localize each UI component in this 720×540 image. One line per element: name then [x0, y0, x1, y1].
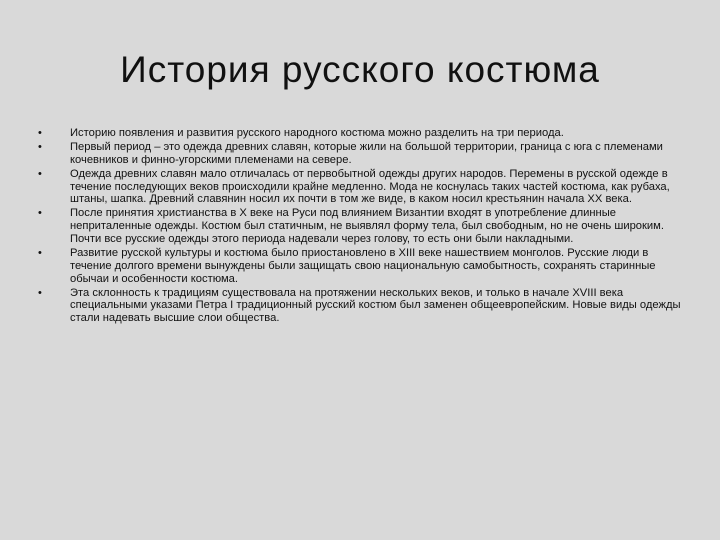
- bullet-icon: •: [38, 246, 42, 259]
- bullet-item: [38, 168, 688, 206]
- bullet-icon: •: [38, 127, 42, 139]
- bullet-icon: •: [38, 167, 42, 180]
- bullet-text: Развитие русской культуры и костюма было приостановлено в XIII веке нашествием монголов. Русские люди в течение долгого времени вынуждены были защищать свою национальную самобытность, сохранять старинные обычаи и особенности костюма.: [70, 246, 656, 285]
- bullet-text: Первый период – это одежда древних славян, которые жили на большой территории, граница с юга с племенами кочевников и финно-угорскими племенами на севере.: [70, 140, 663, 166]
- bullet-icon: •: [38, 207, 42, 220]
- bullet-text: Эта склонность к традициям существовала на протяжении нескольких веков, и только в начале XVIII века специальными указами Петра I традиционный русский костюм был заменен общеевропейским. Новые виды одежды стали надевать высшие слои общества.: [70, 286, 681, 325]
- bullet-item: [38, 127, 688, 140]
- bullet-icon: •: [38, 286, 42, 299]
- bullet-item: [38, 287, 688, 325]
- bullet-list: [38, 127, 688, 326]
- bullet-item: [38, 141, 688, 167]
- bullet-text: Одежда древних славян мало отличалась от первобытной одежды других народов. Перемены в русской одежде в течение последующих веков происходили крайне медленно. Мода не коснулась таких частей костюма, как рубаха, штаны, шапка. Древний славянин носил их почти в том же виде, в каком носил крестьянин начала XX века.: [70, 167, 670, 206]
- slide-title: История русского костюма: [120, 49, 600, 90]
- bullet-icon: •: [38, 140, 42, 153]
- bullet-item: [38, 207, 688, 245]
- bullet-text: Историю появления и развития русского народного костюма можно разделить на три периода.: [70, 127, 564, 139]
- bullet-text: После принятия христианства в X веке на Руси под влиянием Византии входят в употребление длинные неприталенные одежды. Костюм был статичным, не выявлял форму тела, был свободным, но не очень широким. Почти все русские одежды этого периода надевали через голову, то есть они были накладными.: [70, 207, 664, 245]
- bullet-item: [38, 247, 688, 285]
